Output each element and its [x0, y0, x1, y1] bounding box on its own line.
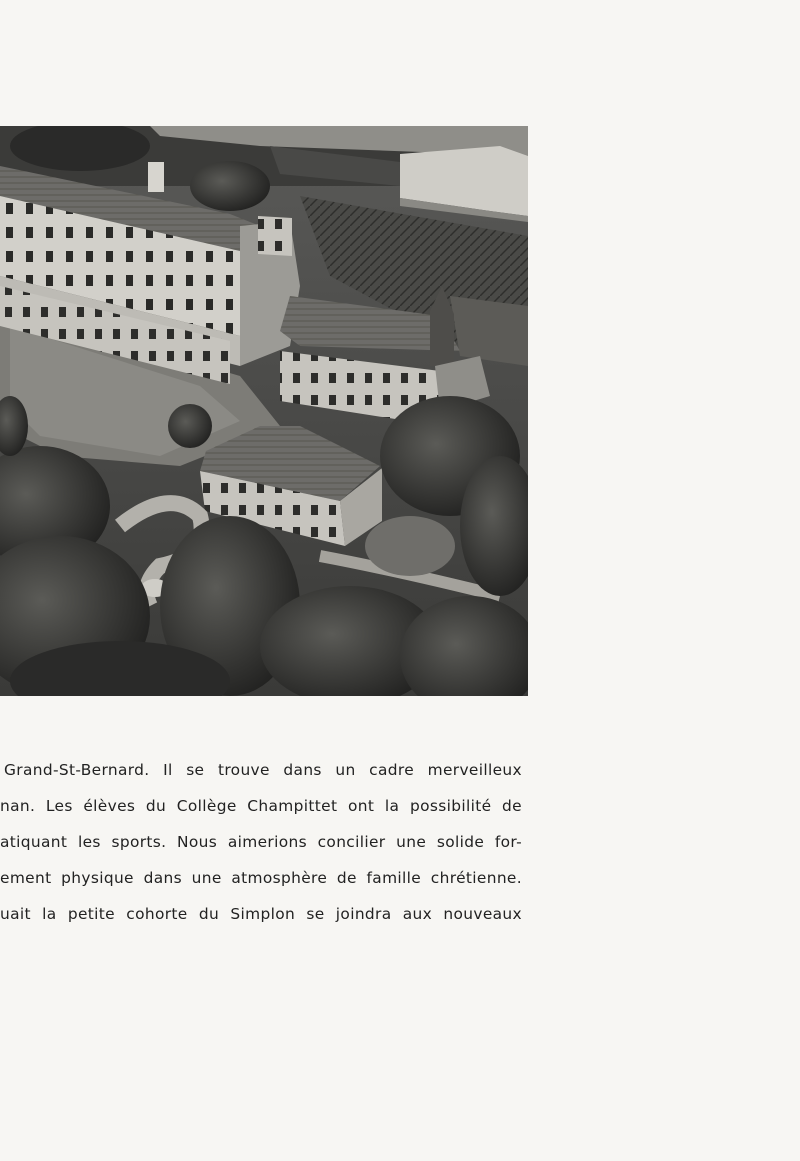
text-line: ement physique dans une atmosphère de famille chrétienne.: [0, 869, 522, 887]
body-text: [0, 752, 522, 932]
text-line: Grand-St-Bernard. Il se trouve dans un cadre merveilleux: [4, 761, 522, 779]
aerial-photograph: [0, 126, 528, 696]
text-line: atiquant les sports. Nous aimerions concilier une solide for-: [0, 833, 522, 851]
text-line: uait la petite cohorte du Simplon se joindra aux nouveaux: [0, 905, 522, 923]
text-line: nan. Les élèves du Collège Champittet ont la possibilité de: [0, 797, 522, 815]
